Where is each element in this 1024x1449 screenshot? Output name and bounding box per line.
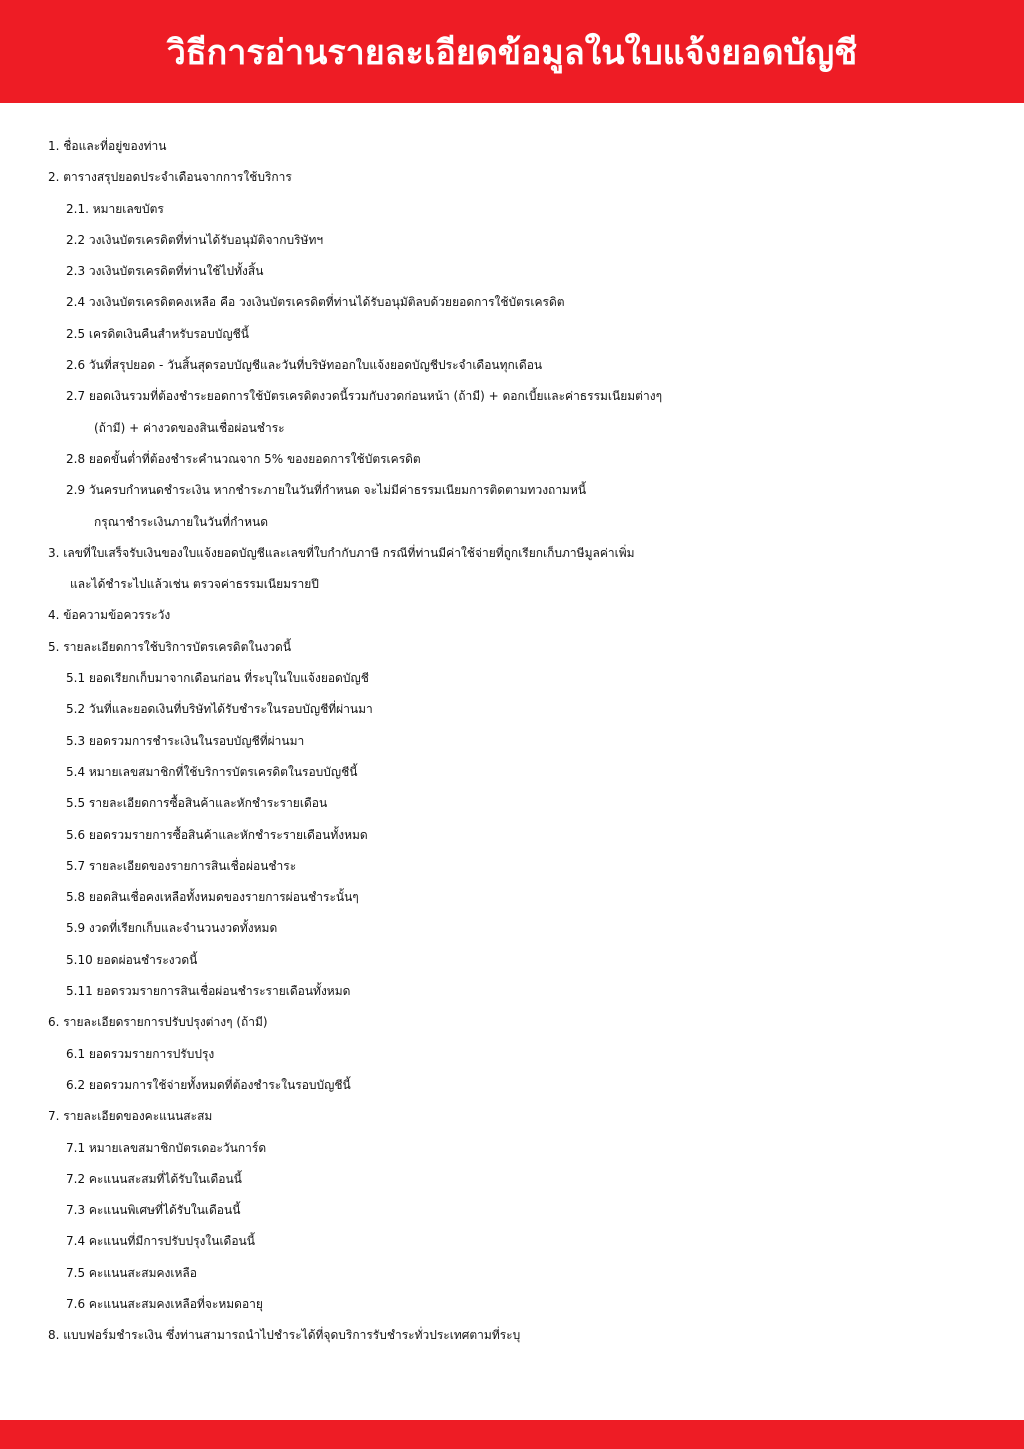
item-2-9-continued: กรุณาชำระเงินภายในวันที่กำหนด bbox=[94, 514, 269, 529]
item-2-1: 2.1. หมายเลขบัตร bbox=[66, 201, 164, 216]
header-bar bbox=[0, 0, 1024, 103]
item-2-4: 2.4 วงเงินบัตรเครดิตคงเหลือ คือ วงเงินบัตรเครดิตที่ท่านได้รับอนุมัติลบด้วยยอดการใช้บัตรเครดิต bbox=[66, 295, 565, 310]
page-title: วิธีการอ่านรายละเอียดข้อมูลในใบแจ้งยอดบัญชี bbox=[166, 32, 858, 73]
item-2-7: 2.7 ยอดเงินรวมที่ต้องชำระยอดการใช้บัตรเครดิตงวดนี้รวมกับงวดก่อนหน้า (ถ้ามี) + ดอกเบี้ยและค่าธรรมเนียมต่างๆ bbox=[66, 389, 663, 404]
item-7-2: 7.2 คะแนนสะสมที่ได้รับในเดือนนี้ bbox=[66, 1171, 242, 1186]
item-7-4: 7.4 คะแนนที่มีการปรับปรุงในเดือนนี้ bbox=[66, 1234, 255, 1249]
item-8: 8. แบบฟอร์มชำระเงิน ซึ่งท่านสามารถนำไปชำระได้ที่จุดบริการรับชำระทั่วประเทศตามที่ระบุ bbox=[48, 1328, 521, 1343]
item-7: 7. รายละเอียดของคะแนนสะสม bbox=[48, 1109, 213, 1124]
item-7-3: 7.3 คะแนนพิเศษที่ได้รับในเดือนนี้ bbox=[66, 1203, 241, 1218]
item-2-5: 2.5 เครดิตเงินคืนสำหรับรอบบัญชีนี้ bbox=[66, 326, 249, 341]
item-5: 5. รายละเอียดการใช้บริการบัตรเครดิตในงวดนี้ bbox=[48, 639, 292, 654]
item-5-5: 5.5 รายละเอียดการซื้อสินค้าและหักชำระรายเดือน bbox=[66, 796, 328, 811]
item-7-6: 7.6 คะแนนสะสมคงเหลือที่จะหมดอายุ bbox=[66, 1296, 263, 1311]
item-6-1: 6.1 ยอดรวมรายการปรับปรุง bbox=[66, 1046, 215, 1061]
item-2-6: 2.6 วันที่สรุปยอด - วันสิ้นสุดรอบบัญชีและวันที่บริษัทออกใบแจ้งยอดบัญชีประจำเดือนทุกเดือน bbox=[66, 358, 543, 373]
item-6: 6. รายละเอียดรายการปรับปรุงต่างๆ (ถ้ามี) bbox=[48, 1015, 268, 1030]
item-5-7: 5.7 รายละเอียดของรายการสินเชื่อผ่อนชำระ bbox=[66, 858, 297, 873]
item-1: 1. ชื่อและที่อยู่ของท่าน bbox=[48, 139, 167, 153]
item-2-3: 2.3 วงเงินบัตรเครดิตที่ท่านใช้ไปทั้งสิ้น bbox=[66, 264, 264, 279]
item-2-9: 2.9 วันครบกำหนดชำระเงิน หากชำระภายในวันที่กำหนด จะไม่มีค่าธรรมเนียมการติดตามทวงถามหนี้ bbox=[66, 483, 587, 498]
item-2-8: 2.8 ยอดขั้นต่ำที่ต้องชำระคำนวณจาก 5% ของยอดการใช้บัตรเครดิต bbox=[66, 451, 421, 466]
item-5-11: 5.11 ยอดรวมรายการสินเชื่อผ่อนชำระรายเดือนทั้งหมด bbox=[66, 984, 351, 999]
item-3: 3. เลขที่ใบเสร็จรับเงินของใบแจ้งยอดบัญชีและเลขที่ใบกำกับภาษี กรณีที่ท่านมีค่าใช้จ่ายที่ถูกเรียกเก็บภาษีมูลค่าเพิ่ม bbox=[48, 545, 635, 560]
item-7-1: 7.1 หมายเลขสมาชิกบัตรเดอะวันการ์ด bbox=[66, 1140, 267, 1155]
item-2: 2. ตารางสรุปยอดประจำเดือนจากการใช้บริการ bbox=[48, 170, 292, 185]
item-5-4: 5.4 หมายเลขสมาชิกที่ใช้บริการบัตรเครดิตในรอบบัญชีนี้ bbox=[66, 764, 358, 779]
item-5-10: 5.10 ยอดผ่อนชำระงวดนี้ bbox=[66, 952, 198, 967]
item-5-3: 5.3 ยอดรวมการชำระเงินในรอบบัญชีที่ผ่านมา bbox=[66, 733, 305, 748]
instruction-list bbox=[48, 131, 988, 1352]
item-5-6: 5.6 ยอดรวมรายการซื้อสินค้าและหักชำระรายเดือนทั้งหมด bbox=[66, 827, 368, 842]
item-6-2: 6.2 ยอดรวมการใช้จ่ายทั้งหมดที่ต้องชำระในรอบบัญชีนี้ bbox=[66, 1077, 351, 1092]
footer-bar bbox=[0, 1420, 1024, 1449]
item-2-2: 2.2 วงเงินบัตรเครดิตที่ท่านได้รับอนุมัติจากบริษัทฯ bbox=[66, 232, 324, 247]
item-5-8: 5.8 ยอดสินเชื่อคงเหลือทั้งหมดของรายการผ่อนชำระนั้นๆ bbox=[66, 890, 359, 905]
item-3-continued: และได้ชำระไปแล้วเช่น ตรวจค่าธรรมเนียมรายปี bbox=[70, 577, 319, 592]
item-5-1: 5.1 ยอดเรียกเก็บมาจากเดือนก่อน ที่ระบุในใบแจ้งยอดบัญชี bbox=[66, 671, 369, 686]
item-7-5: 7.5 คะแนนสะสมคงเหลือ bbox=[66, 1265, 197, 1280]
item-5-2: 5.2 วันที่และยอดเงินที่บริษัทได้รับชำระในรอบบัญชีที่ผ่านมา bbox=[66, 702, 373, 717]
item-2-7-continued: (ถ้ามี) + ค่างวดของสินเชื่อผ่อนชำระ bbox=[94, 420, 285, 435]
item-4: 4. ข้อความข้อควรระวัง bbox=[48, 608, 171, 623]
item-5-9: 5.9 งวดที่เรียกเก็บและจำนวนงวดทั้งหมด bbox=[66, 921, 278, 936]
